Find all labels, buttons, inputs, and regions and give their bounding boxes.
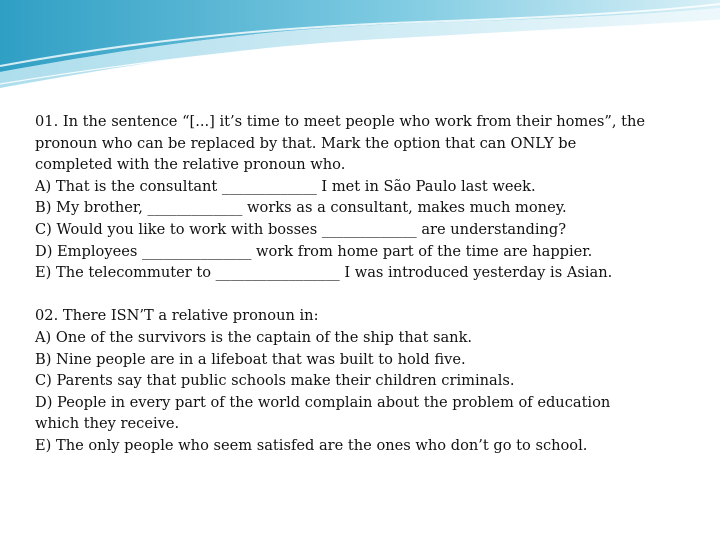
question-1-option-a: A) That is the consultant _____________ I met in São Paulo last week. [35, 177, 536, 195]
question-2-option-a: A) One of the survivors is the captain of the ship that sank. [35, 328, 473, 346]
question-1-option-c: C) Would you like to work with bosses _____________ are understanding? [35, 220, 567, 238]
question-1-stem-line-2: pronoun who can be replaced by that. Mark the option that can ONLY be [35, 134, 577, 152]
question-1-option-b: B) My brother, _____________ works as a consultant, makes much money. [35, 199, 567, 217]
question-2-option-c: C) Parents say that public schools make their children criminals. [35, 372, 515, 390]
question-2-option-d: D) People in every part of the world complain about the problem of education [35, 393, 611, 411]
question-2-option-e: E) The only people who seem satisfed are the ones who don’t go to school. [35, 436, 588, 454]
spacer [35, 284, 705, 306]
header-wave-decoration [0, 0, 720, 95]
slide-body [35, 111, 705, 457]
question-2-option-b: B) Nine people are in a lifeboat that was built to hold five. [35, 350, 466, 368]
question-2-stem: 02. There ISN’T a relative pronoun in: [35, 307, 319, 325]
question-1-stem-line-1: 01. In the sentence “[...] it’s time to meet people who work from their homes”, the [35, 113, 646, 130]
question-2-option-d-continued: which they receive. [35, 415, 180, 433]
question-1-option-e: E) The telecommuter to _________________ I was introduced yesterday is Asian. [35, 264, 613, 282]
question-1-option-d: D) Employees _______________ work from home part of the time are happier. [35, 242, 593, 260]
question-1-stem-line-3: completed with the relative pronoun who. [35, 156, 346, 174]
